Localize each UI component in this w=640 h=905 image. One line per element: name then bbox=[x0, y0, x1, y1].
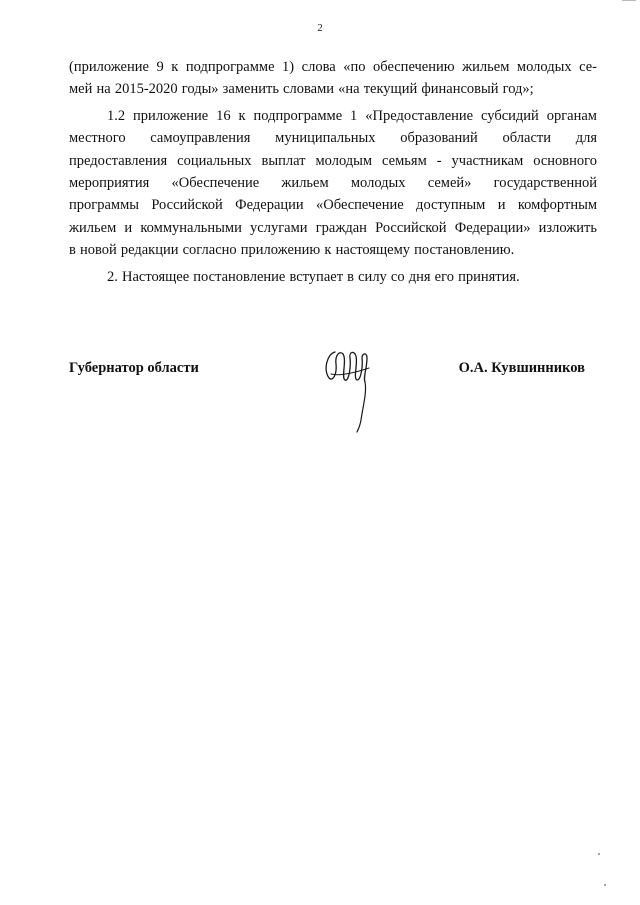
text-line: мероприятия «Обеспечение жильем молодых семей» государственной bbox=[69, 175, 597, 192]
scan-speck bbox=[598, 853, 600, 855]
paragraph-continuation bbox=[69, 56, 597, 101]
text-line: мей на 2015-2020 годы» заменить словами «на текущий финансовый год»; bbox=[69, 81, 534, 98]
text-line: (приложение 9 к подпрограмме 1) слова «по обеспечению жильем молодых се- bbox=[69, 59, 597, 75]
text-line: в новой редакции согласно приложению к настоящему постановлению. bbox=[69, 242, 515, 259]
paragraph-item-2 bbox=[69, 266, 597, 288]
text-line: предоставления социальных выплат молодым семьям - участникам основного bbox=[69, 152, 597, 169]
scan-edge-mark bbox=[622, 0, 636, 5]
page-number: 2 bbox=[317, 22, 323, 34]
text-line: жильем и коммунальными услугами граждан Российской Федерации» изложить bbox=[69, 219, 597, 236]
document-body bbox=[69, 56, 597, 288]
signatory-name: О.А. Кувшинников bbox=[458, 360, 585, 376]
scan-speck bbox=[604, 884, 606, 886]
signatory-title: Губернатор области bbox=[69, 360, 199, 376]
text-line: программы Российской Федерации «Обеспечение доступным и комфортным bbox=[69, 197, 597, 214]
signature-block bbox=[69, 356, 597, 446]
text-line: 1.2 приложение 16 к подпрограмме 1 «Предоставление субсидий органам bbox=[107, 107, 597, 124]
text-line: 2. Настоящее постановление вступает в силу со дня его принятия. bbox=[107, 268, 520, 285]
handwritten-signature bbox=[321, 344, 381, 436]
text-line: местного самоуправления муниципальных образований области для bbox=[69, 130, 597, 147]
paragraph-item-1-2 bbox=[69, 105, 597, 262]
